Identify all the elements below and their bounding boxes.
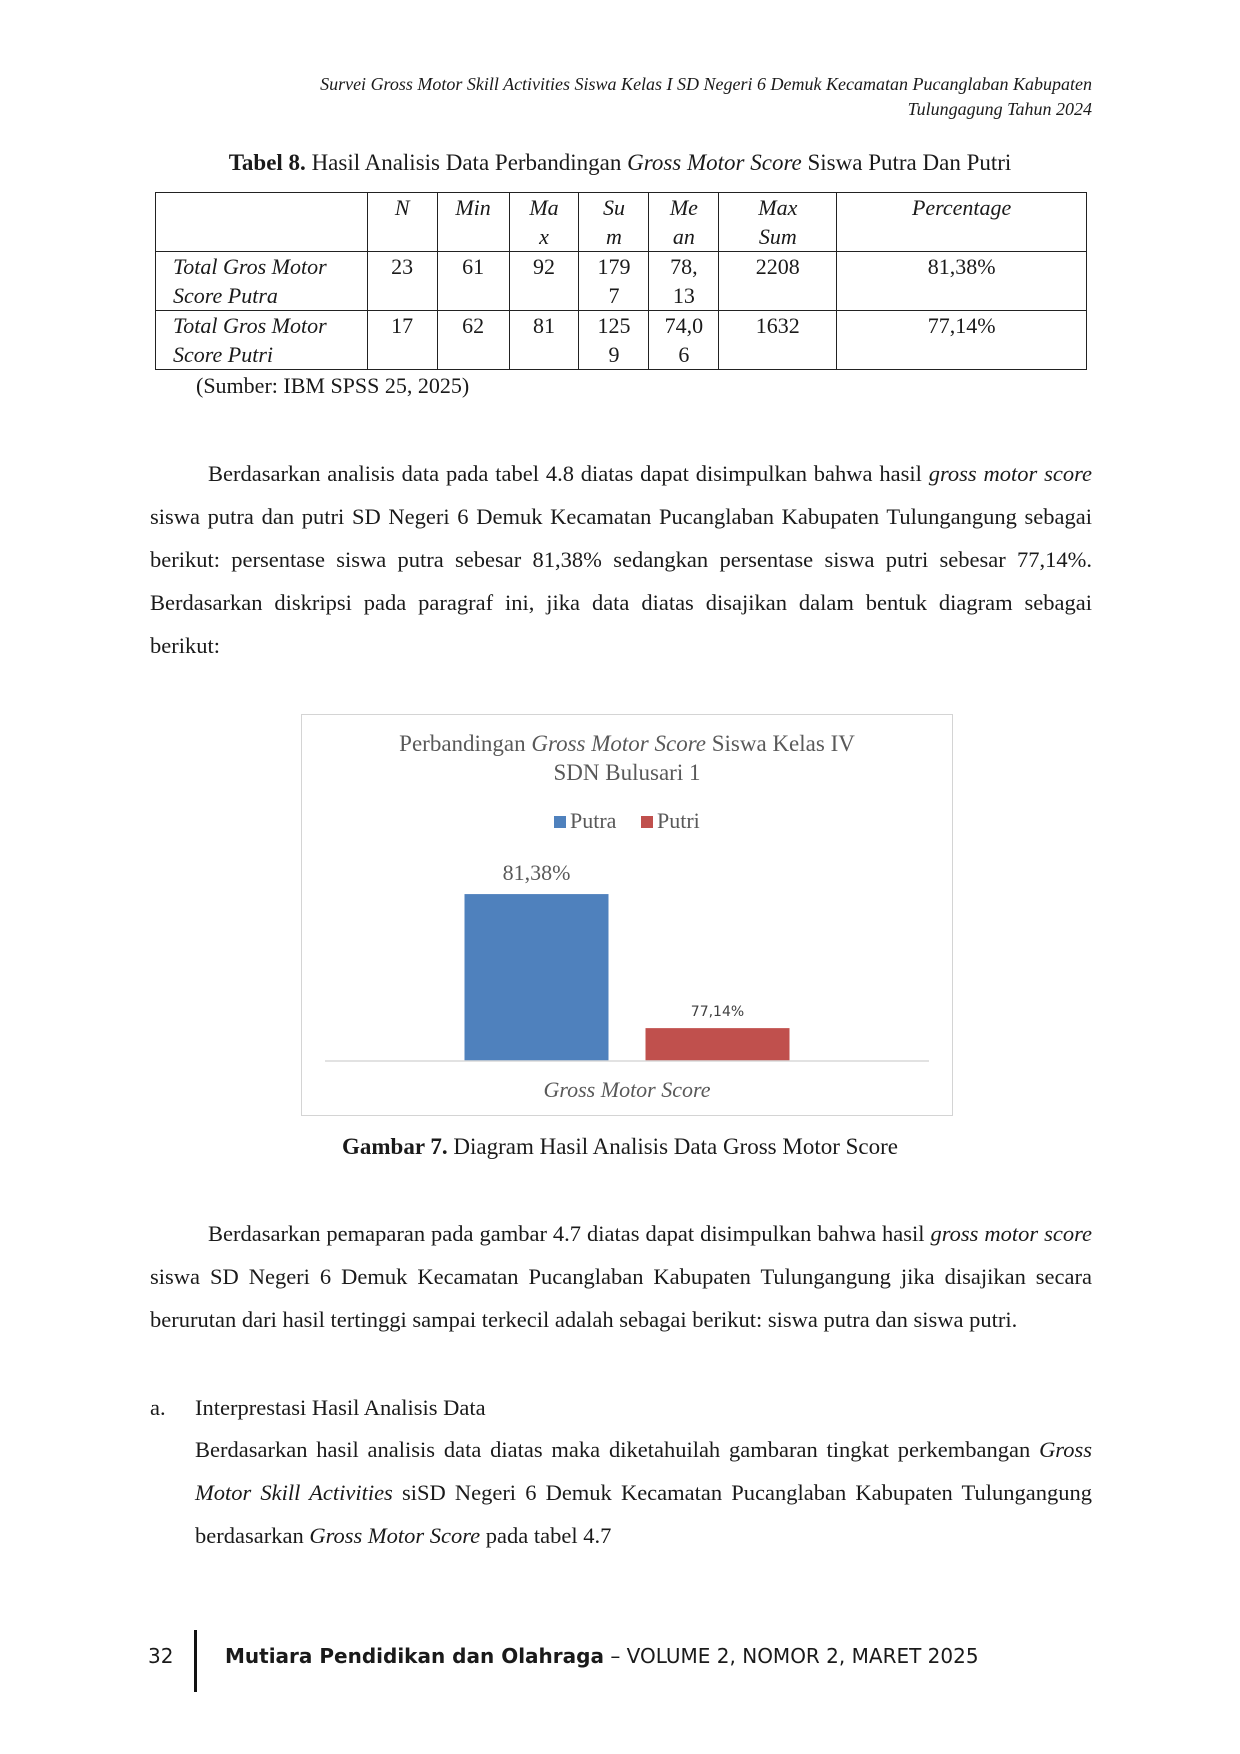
header-cell: Ma x <box>509 193 579 252</box>
header-cell: Percentage <box>837 193 1087 252</box>
header-cell: Me an <box>649 193 719 252</box>
header-cell <box>156 193 368 252</box>
table-cell: 92 <box>509 252 579 311</box>
bar-putra <box>465 894 609 1061</box>
data-label-putri: 77,14% <box>690 1004 745 1021</box>
table-cell: 61 <box>437 252 509 311</box>
table-row <box>156 311 1087 370</box>
row-label: Total Gros Motor Score Putri <box>156 311 368 370</box>
table-title <box>0 150 1240 176</box>
table-cell: 179 7 <box>579 252 649 311</box>
page-footer <box>0 1630 1240 1694</box>
table-source: (Sumber: IBM SPSS 25, 2025) <box>196 373 470 398</box>
data-label-putra: 81,38% <box>502 860 571 886</box>
chart-svg <box>302 715 952 1115</box>
legend-swatch-putra <box>554 816 566 828</box>
page-number: 32 <box>148 1644 174 1668</box>
table-cell: 2208 <box>719 252 837 311</box>
table-cell: 78, 13 <box>649 252 719 311</box>
legend-label-putri: Putri <box>657 808 700 833</box>
running-header <box>152 72 1092 122</box>
table-cell: 81 <box>509 311 579 370</box>
x-axis-label: Gross Motor Score <box>543 1077 711 1102</box>
table-cell: 74,0 6 <box>649 311 719 370</box>
list-item-text: Interprestasi Hasil Analisis Data <box>195 1395 486 1420</box>
table-title-italic: Gross Motor Score <box>627 150 802 175</box>
table-row <box>156 252 1087 311</box>
paragraph-2: Berdasarkan pemaparan pada gambar 4.7 diatas dapat disimpulkan bahwa hasil gross motor score siswa SD Negeri 6 Demuk Kecamatan Pucanglaban Kabupaten Tulungangung jika disajikan secara berurutan dari hasil tertinggi sampai terkecil adalah sebagai berikut: siswa putra dan siswa putri. <box>150 1221 1092 1332</box>
table-cell: 1632 <box>719 311 837 370</box>
legend-swatch-putri <box>641 816 653 828</box>
header-cell: Max Sum <box>719 193 837 252</box>
legend-label-putra: Putra <box>570 808 617 833</box>
bar-putri <box>646 1028 790 1061</box>
comparison-table <box>155 192 1087 370</box>
table-cell: 81,38% <box>837 252 1087 311</box>
footer-divider <box>194 1630 197 1692</box>
table-cell: 77,14% <box>837 311 1087 370</box>
chart-bars <box>465 860 790 1061</box>
row-label: Total Gros Motor Score Putra <box>156 252 368 311</box>
header-cell: Su m <box>579 193 649 252</box>
chart-legend <box>554 808 700 833</box>
table-title-label: Tabel 8. <box>228 150 306 175</box>
table-cell: 17 <box>367 311 437 370</box>
journal-name: Mutiara Pendidikan dan Olahraga – VOLUME 2, NOMOR 2, MARET 2025 <box>225 1644 979 1668</box>
header-line-1: Survei Gross Motor Skill Activities Siswa Kelas I SD Negeri 6 Demuk Kecamatan Pucanglaban Kabupaten <box>320 74 1092 94</box>
table-cell: 62 <box>437 311 509 370</box>
chart-title-line-1: Perbandingan Gross Motor Score Siswa Kelas IV <box>399 731 855 756</box>
table-cell: 23 <box>367 252 437 311</box>
header-cell: Min <box>437 193 509 252</box>
bar-chart <box>301 714 953 1116</box>
figure-caption-text: Diagram Hasil Analisis Data Gross Motor Score <box>453 1134 898 1159</box>
table-cell: 125 9 <box>579 311 649 370</box>
table-title-pre: Hasil Analisis Data Perbandingan <box>311 150 622 175</box>
list-item-label: a. <box>150 1395 166 1420</box>
figure-caption-label: Gambar 7. <box>342 1134 448 1159</box>
chart-title-line-2: SDN Bulusari 1 <box>553 760 701 785</box>
table-header-row <box>156 193 1087 252</box>
header-line-2: Tulungagung Tahun 2024 <box>907 99 1092 119</box>
paragraph-1: Berdasarkan analisis data pada tabel 4.8 diatas dapat disimpulkan bahwa hasil gross motor score siswa putra dan putri SD Negeri 6 Demuk Kecamatan Pucanglaban Kabupaten Tulungangung sebagai berikut: persentase siswa putra sebesar 81,38% sedangkan persentase siswa putri sebesar 77,14%. Berdasarkan diskripsi pada paragraf ini, jika data diatas disajikan dalam bentuk diagram sebagai berikut: <box>150 461 1093 658</box>
paragraph-3: Berdasarkan hasil analisis data diatas maka diketahuilah gambaran tingkat perkembangan Gross Motor Skill Activities siSD Negeri 6 Demuk Kecamatan Pucanglaban Kabupaten Tulungangung berdasarkan Gross Motor Score pada tabel 4.7 <box>195 1437 1092 1548</box>
figure-caption <box>0 1134 1240 1160</box>
header-cell: N <box>367 193 437 252</box>
list-item-a <box>150 1395 486 1421</box>
table-title-post: Siswa Putra Dan Putri <box>807 150 1012 175</box>
